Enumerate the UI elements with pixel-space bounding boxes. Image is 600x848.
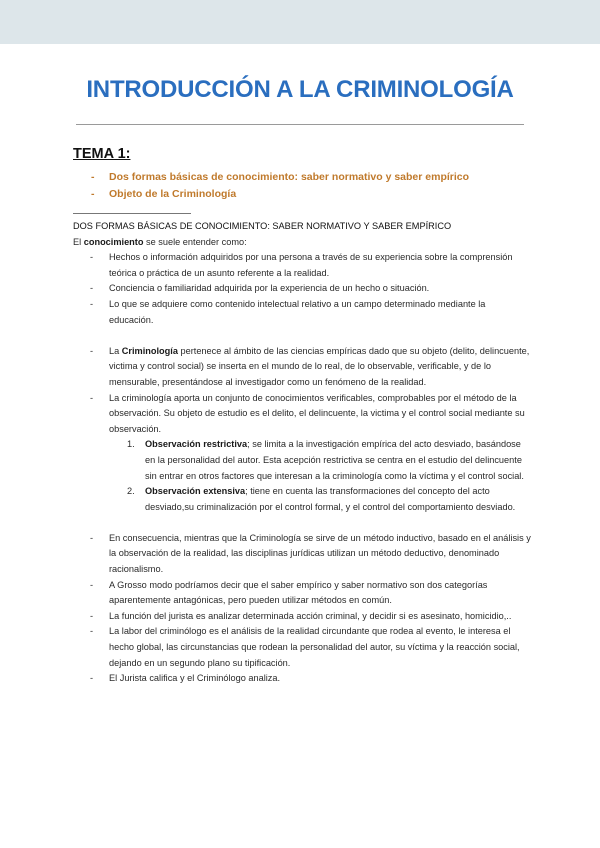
- list-item-text: El Jurista califica y el Criminólogo analiza.: [109, 673, 281, 684]
- section-divider: [73, 213, 191, 214]
- dash-bullet: -: [90, 579, 94, 590]
- intro-paragraph: [73, 235, 531, 251]
- dash-bullet: -: [90, 252, 94, 263]
- list-item-text: La criminología aporta un conjunto de conocimientos verificables, comprobables por el método de la observación. Su objeto de estudio es el delito, el delincuente, la victima y el control social mediante su observación.: [109, 392, 525, 434]
- spacer: [73, 515, 531, 531]
- dash-bullet: -: [90, 392, 94, 403]
- table-of-contents: [91, 169, 531, 203]
- observation-types-list: [109, 437, 531, 515]
- list-item: [73, 281, 531, 297]
- list-item-bold: Criminología: [121, 345, 178, 356]
- toc-item-label: Objeto de la Criminología: [109, 188, 237, 200]
- list-item-text: La función del jurista es analizar determinada acción criminal, y decidir si es asesinato, homicidio,..: [109, 610, 512, 621]
- list-item-text: Conciencia o familiaridad adquirida por la experiencia de un hecho o situación.: [109, 283, 430, 294]
- intro-pre: El: [73, 236, 84, 247]
- list-item: [73, 391, 531, 516]
- item-number: 1.: [127, 439, 135, 450]
- dash-bullet: -: [91, 188, 95, 200]
- dash-bullet: -: [90, 673, 94, 684]
- list-item-text: La labor del criminólogo es el análisis de la realidad circundante que rodea al evento, le interesa el hecho global, las circunstancias que rodean la personalidad del autor, su víctima y la reacción social, dejando en un segundo plano su tipificación.: [109, 626, 520, 668]
- list-item-text: Lo que se adquiere como contenido intelectual relativo a un campo determinado mediante la educación.: [109, 298, 486, 325]
- list-item-text: En consecuencia, mientras que la Criminología se sirve de un método inductivo, basado en el análisis y la observación de la realidad, las disciplinas jurídicas utilizan un método deductivo, denominado racionalismo.: [109, 532, 531, 575]
- spacer: [73, 328, 531, 344]
- item-number: 2.: [127, 486, 135, 497]
- numbered-item-text: ; tiene en cuenta las transformaciones del concepto del acto desviado,su criminalización por el control formal, y el control del comportamiento desviado.: [145, 486, 516, 512]
- document-title: INTRODUCCIÓN A LA CRIMINOLOGÍA: [86, 76, 514, 103]
- dash-bullet: -: [91, 171, 95, 183]
- dash-bullet: -: [90, 626, 94, 637]
- list-item: [73, 297, 531, 328]
- list-item-post: pertenece al ámbito de las ciencias empíricas dado que su objeto (delito, delincuente, victima y control social) se inserta en el mundo de lo real, de lo observable, verificable, y de lo mensurable, presentándose al investigador como un fenómeno de la realidad.: [109, 345, 530, 387]
- list-item-pre: La: [109, 345, 122, 356]
- numbered-item: [109, 437, 531, 484]
- intro-post: se suele entender como:: [143, 236, 247, 247]
- criminology-list: [73, 344, 531, 516]
- dash-bullet: -: [90, 298, 94, 309]
- numbered-item: [109, 484, 531, 515]
- list-item: [73, 531, 531, 578]
- list-item: [73, 671, 531, 687]
- list-item: [73, 624, 531, 671]
- numbered-item-bold: Observación restrictiva: [145, 439, 248, 450]
- numbered-item-bold: Observación extensiva: [145, 486, 246, 497]
- list-item-text: A Grosso modo podríamos decir que el saber empírico y saber normativo son dos categorías aparentemente antagónicas, pero pueden utilizar métodos en común.: [109, 579, 488, 606]
- document-body: [73, 219, 531, 687]
- list-item: [73, 344, 531, 391]
- list-item: [73, 609, 531, 625]
- methods-list: [73, 531, 531, 687]
- toc-item: [91, 169, 531, 186]
- toc-item-label: Dos formas básicas de conocimiento: saber normativo y saber empírico: [109, 171, 470, 183]
- title-divider: [76, 124, 524, 125]
- dash-bullet: -: [90, 532, 94, 543]
- numbered-item-text: ; se limita a la investigación empírica del acto desviado, basándose en la personalidad del autor. Esta acepción restrictiva se centra en el estudio del delincuente sin entrar en otros factores que interesan a la criminología como la víctima y el control social.: [145, 439, 524, 481]
- tema-heading: TEMA 1:: [73, 146, 131, 162]
- header-band: [0, 0, 600, 44]
- section-heading: DOS FORMAS BÁSICAS DE CONOCIMIENTO: SABER NORMATIVO Y SABER EMPÍRICO: [73, 221, 452, 231]
- list-item: [73, 250, 531, 281]
- list-item: [73, 578, 531, 609]
- toc-item: [91, 186, 531, 203]
- knowledge-definitions-list: [73, 250, 531, 328]
- intro-bold: conocimiento: [83, 236, 144, 247]
- dash-bullet: -: [90, 283, 94, 294]
- list-item-text: Hechos o información adquiridos por una persona a través de su experiencia sobre la comprensión teórica o práctica de un asunto referente a la realidad.: [109, 252, 513, 278]
- dash-bullet: -: [90, 345, 94, 356]
- dash-bullet: -: [90, 610, 94, 621]
